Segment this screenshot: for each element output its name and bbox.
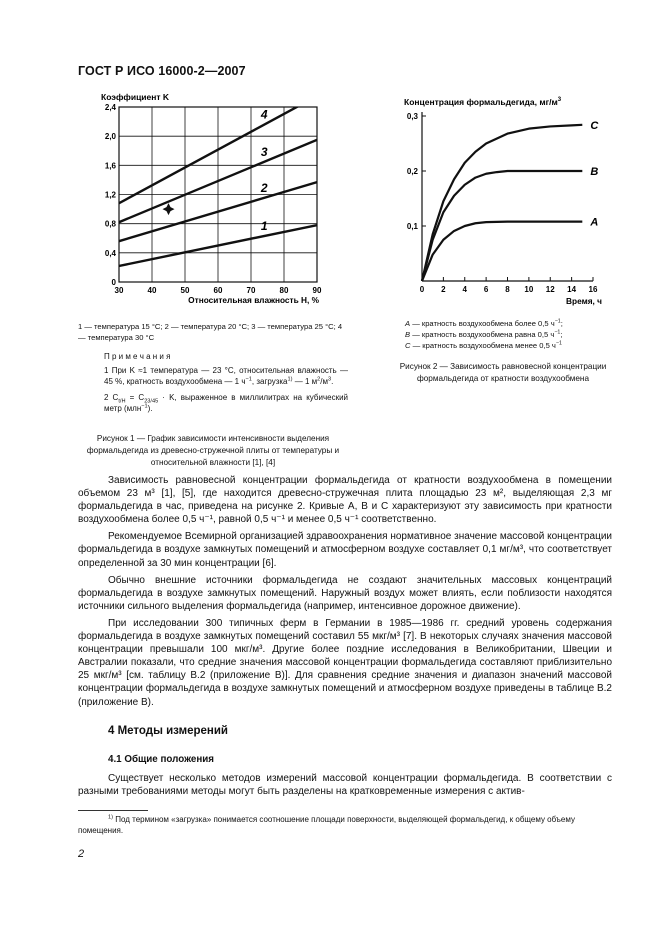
body-text (78, 474, 612, 709)
figure1-series-label-1: 1 (260, 219, 268, 234)
figure1-caption: Рисунок 1 — График зависимости интенсивности выделения формальдегида из древесно-стружечной плиты от температуры и относительной влажности [1], [4] (86, 434, 340, 467)
note2-sub1: t/H (118, 398, 126, 405)
figure2-y-ticks (407, 112, 419, 231)
figure1-grid (119, 107, 317, 282)
note2-sub2: 23/45 (144, 398, 159, 405)
figure1-y-tick: 0,4 (104, 248, 116, 258)
figure2-series-line-B (422, 171, 582, 281)
figure1-xlabel: Относительная влажность H, % (188, 295, 319, 305)
note1-text-c: — 1 м (292, 377, 318, 386)
figure1-x-tick: 60 (213, 286, 223, 295)
figure1-ylabel: Коэффициент K (101, 92, 170, 102)
figure2-legend (405, 318, 615, 351)
note1-text-a: 1 При K ≈1 температура — 23 °С, относительная влажность — 45 %, кратность воздухообмена — 1 ч (104, 365, 348, 386)
figure2-series-label-B: B (590, 166, 599, 178)
note1-footnote-mark: 1) (287, 376, 293, 383)
paragraph-4: При исследовании 300 типичных ферм в Германии в 1985—1986 гг. средний уровень содержания формальдегида в воздухе замкнутых помещений составил 55 мкг/м³ [7]. В некоторых случаях значения массовой концентрации превышали 100 мкг/м³. Другие более поздние исследования в Великобритании, Швеции и Австралии показали, что средние значения массовой концентрации формальдегида составляют приблизительно 25 мкг/м³ [см. таблицу В.2 (приложение В)]. Для сравнения средние значения и диапазон значений массовой концентрации формальдегида в воздухе замкнутых помещений и атмосферном воздухе приведены в таблице В.2 (приложение В). (78, 617, 612, 708)
note1-sup3: 3 (327, 376, 332, 383)
figure2-y-tick: 0,3 (406, 112, 418, 121)
paragraph-2: Рекомендуемое Всемирной организацией здравоохранения нормативное значение массовой концентрации формальдегида в воздухе замкнутых помещений и атмосферном воздухе составляет 0,1 мг/м³, что соответствует определенной за 30 мин концентрации [6]. (78, 531, 612, 569)
section-4-title: 4 Методы измерений (108, 725, 228, 737)
figure2-xlabel: Время, ч (566, 296, 602, 306)
figure2-y-tick: 0,2 (406, 167, 418, 176)
note2-text-c: · K, выраженное в миллилитрах на кубический метр (млн (104, 392, 349, 413)
legend-b-letter: B (405, 330, 411, 339)
figure1-legend: 1 — температура 15 °С; 2 — температура 20 °С; 3 — температура 25 °С; 4 — температура 30 °С (78, 322, 343, 342)
paragraph-1: Зависимость равновесной концентрации формальдегида от кратности воздухообмена в помещении объемом 23 м³ [1], [5], где находится древесно-стружечная плита площадью 23 м², выделяющая 2,3 мг формальдегида в час, приведена на рисунке 2. Кривые A, B и C характеризуют эту зависимость при кратности воздухообмена более 0,5 ч⁻¹, равной 0,5 ч⁻¹ и менее 0,5 ч⁻¹ соответственно. (78, 475, 612, 526)
figure2-legend-b (405, 329, 615, 340)
figure2-series-line-A (422, 222, 582, 281)
legend-c-text: — кратность воздухообмена менее 0,5 ч (410, 341, 556, 350)
figure1-x-tick: 40 (147, 286, 157, 295)
paragraph-3: Обычно внешние источники формальдегида не создают значительных массовых концентраций формальдегида в воздухе замкнутых помещений. Наружный воздух может влиять, если поблизости находятся источники сильного выделения формальдегида (например, интенсивное дорожное движение). (78, 574, 612, 612)
figure1-x-tick: 30 (114, 286, 124, 295)
note2-text-d: ). (147, 404, 153, 413)
figure1-note-1 (78, 365, 348, 388)
figure1-y-tick: 1,6 (104, 161, 116, 171)
figure2-x-tick: 12 (545, 285, 555, 294)
figure1-y-tick: 2,4 (104, 103, 116, 112)
footnote-divider (78, 810, 148, 811)
footnote (78, 814, 612, 836)
figure1-series-label-4: 4 (260, 107, 268, 122)
figure2-x-tick: 10 (524, 285, 534, 294)
note2-sup: −1 (141, 403, 148, 410)
figure2-chart (398, 88, 613, 310)
footnote-mark: 1) (108, 814, 113, 821)
figure2-x-tick: 6 (483, 285, 489, 294)
figure1-y-tick: 0,8 (104, 219, 116, 229)
legend-b-text: — кратность воздухообмена равна 0,5 ч (410, 330, 555, 339)
figure1-x-tick: 70 (246, 286, 256, 295)
figure1-notes-title: П р и м е ч а н и я (104, 352, 171, 361)
legend-a-letter: A (405, 319, 411, 328)
figure2-ylabel-text: Концентрация формальдегида, мг/м (404, 97, 558, 107)
figure2-ylabel (404, 97, 562, 107)
figure2-x-tick: 14 (567, 285, 577, 294)
legend-a-sup: −1 (554, 318, 561, 325)
figure1-x-tick: 90 (312, 286, 322, 295)
figure2-ylabel-sup: 3 (557, 97, 562, 103)
figure2-series-line-C (422, 125, 582, 281)
note1-text-d: /м (320, 377, 328, 386)
legend-b-sup: −1 (554, 329, 561, 336)
page-number: 2 (78, 848, 85, 860)
body-text-section-4 (78, 772, 612, 798)
footnote-text: Под термином «загрузка» понимается соотношение площади поверхности, выделяющей формальдегид, к общему объему помещения. (78, 815, 575, 835)
figure2-series-label-C: C (590, 119, 599, 132)
figure1-star-marker (163, 203, 175, 215)
figure1-chart (95, 86, 340, 311)
figure1-y-tick: 0 (111, 278, 116, 287)
figure1-x-tick: 50 (180, 286, 190, 295)
figure1-note-2 (78, 392, 348, 415)
figure2-x-tick: 0 (419, 285, 425, 294)
figure1-x-ticks (115, 286, 322, 295)
figure2-y-tick: 0,1 (406, 222, 418, 231)
standard-header: ГОСТ Р ИСО 16000-2—2007 (78, 64, 246, 78)
figure1-x-tick: 80 (279, 286, 289, 295)
note2-text-a: 2 C (104, 392, 119, 402)
figure2-x-tick: 4 (462, 285, 467, 294)
legend-a-text: — кратность воздухообмена более 0,5 ч (410, 319, 555, 328)
figure2-x-ticks (420, 285, 598, 294)
legend-c-letter: C (405, 341, 411, 350)
legend-b-end: ; (560, 330, 563, 339)
note1-text-b: , загрузка (251, 377, 288, 386)
legend-a-end: ; (560, 319, 563, 328)
figure1-y-ticks (105, 103, 117, 287)
figure2-axes (422, 112, 593, 281)
section-4-1-title: 4.1 Общие положения (108, 754, 215, 765)
figure2-series (422, 120, 599, 281)
note1-sup2: 2 (317, 376, 321, 383)
figure1-series-label-3: 3 (260, 144, 268, 159)
figure1-y-tick: 2,0 (104, 132, 116, 142)
figure2-legend-a (405, 318, 615, 329)
figure2-x-tick: 2 (441, 285, 446, 294)
paragraph-5: Существует несколько методов измерений массовой концентрации формальдегида. В соответствии с разными требованиями методы могут быть разделены на кратковременные измерения с актив- (78, 773, 612, 798)
note1-text-e: . (331, 377, 334, 386)
legend-c-sup: −1 (555, 340, 562, 347)
figure2-x-tick: 16 (588, 285, 598, 294)
figure1-y-tick: 1,2 (104, 190, 116, 200)
figure2-x-tick: 8 (505, 285, 510, 294)
figure1-notes (78, 351, 348, 415)
figure2-series-label-A: A (590, 216, 599, 229)
figure2-legend-c (405, 340, 615, 351)
figure1-series-label-2: 2 (260, 180, 268, 195)
note2-text-b: = C (125, 392, 145, 402)
figure2-caption: Рисунок 2 — Зависимость равновесной концентрации формальдегида от кратности воздухообмена (399, 362, 607, 383)
note1-sup: −1 (245, 376, 252, 383)
